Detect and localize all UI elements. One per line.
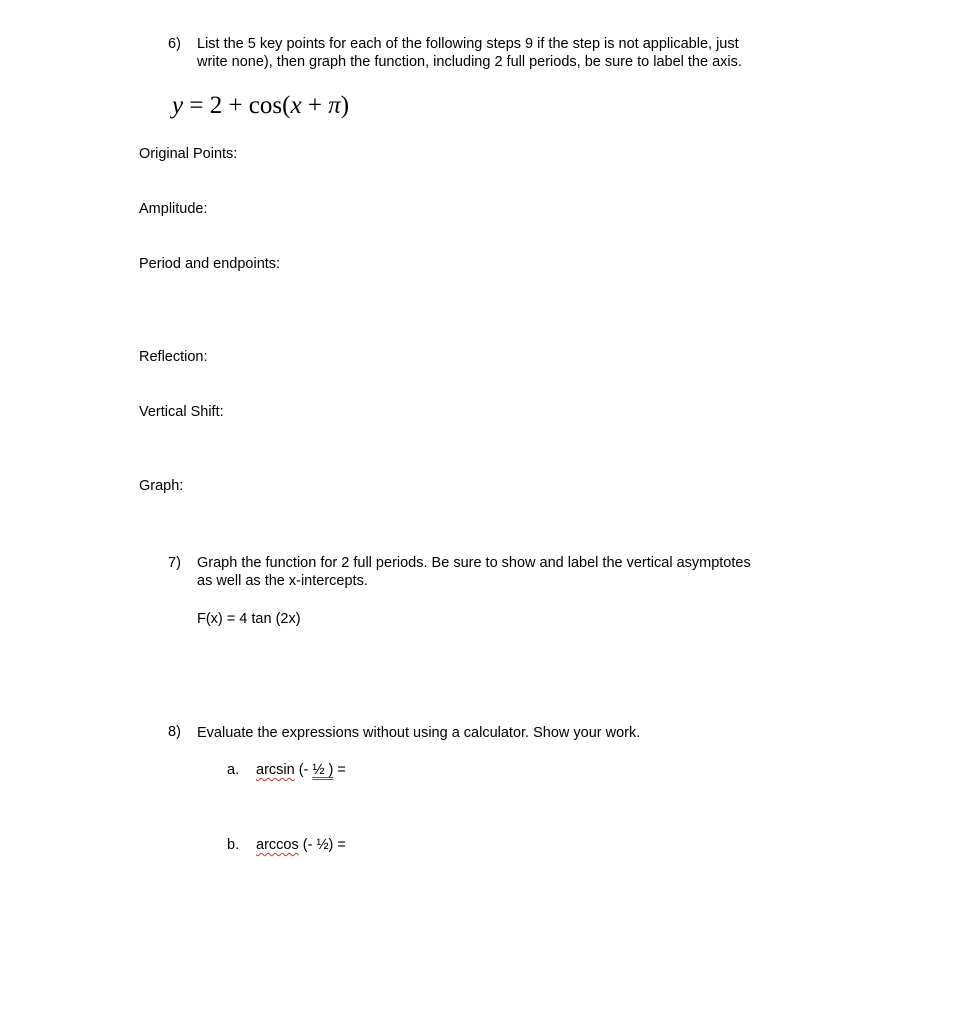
formula-x: x [290,92,302,119]
item-b-arg-open: (- [298,837,317,853]
question-6-line-2: write none), then graph the function, including 2 full periods, be sure to label the axis. [197,54,742,70]
item-a-arg-open: (- [294,762,313,778]
formula-plus: + [301,92,329,119]
item-a-arg: ½ ) [312,762,334,778]
label-period-endpoints: Period and endpoints: [139,256,281,272]
item-b-function: arccos [256,837,299,853]
question-7-line-1: Graph the function for 2 full periods. Be sure to show and label the vertical asymptotes [197,555,751,571]
item-a-letter: a. [227,762,240,778]
question-6-line-1: List the 5 key points for each of the following steps 9 if the step is not applicable, just [197,36,739,52]
item-b-expression [256,837,346,853]
formula-eq: = 2 + cos( [183,92,291,119]
question-6-number: 6) [168,36,181,52]
question-8-number: 8) [168,724,181,740]
item-b-tail: = [333,837,346,853]
label-original-points: Original Points: [139,146,238,162]
label-amplitude: Amplitude: [139,201,208,217]
question-8-text: Evaluate the expressions without using a calculator. Show your work. [197,725,641,741]
item-b-letter: b. [227,837,240,853]
question-6-formula [172,92,349,120]
formula-pi: π [328,92,341,119]
label-reflection: Reflection: [139,349,208,365]
question-6-text [197,35,897,71]
label-graph: Graph: [139,478,184,494]
item-a-expression [256,762,346,778]
question-7-function: F(x) = 4 tan (2x) [197,611,301,627]
question-7-text [197,554,897,590]
question-7-number: 7) [168,555,181,571]
label-vertical-shift: Vertical Shift: [139,404,224,420]
item-b-arg: ½) [316,837,334,853]
item-a-function: arcsin [256,762,295,778]
formula-y: y [172,92,184,119]
question-7-line-2: as well as the x-intercepts. [197,573,368,589]
item-a-tail: = [333,762,346,778]
formula-close: ) [340,92,350,119]
